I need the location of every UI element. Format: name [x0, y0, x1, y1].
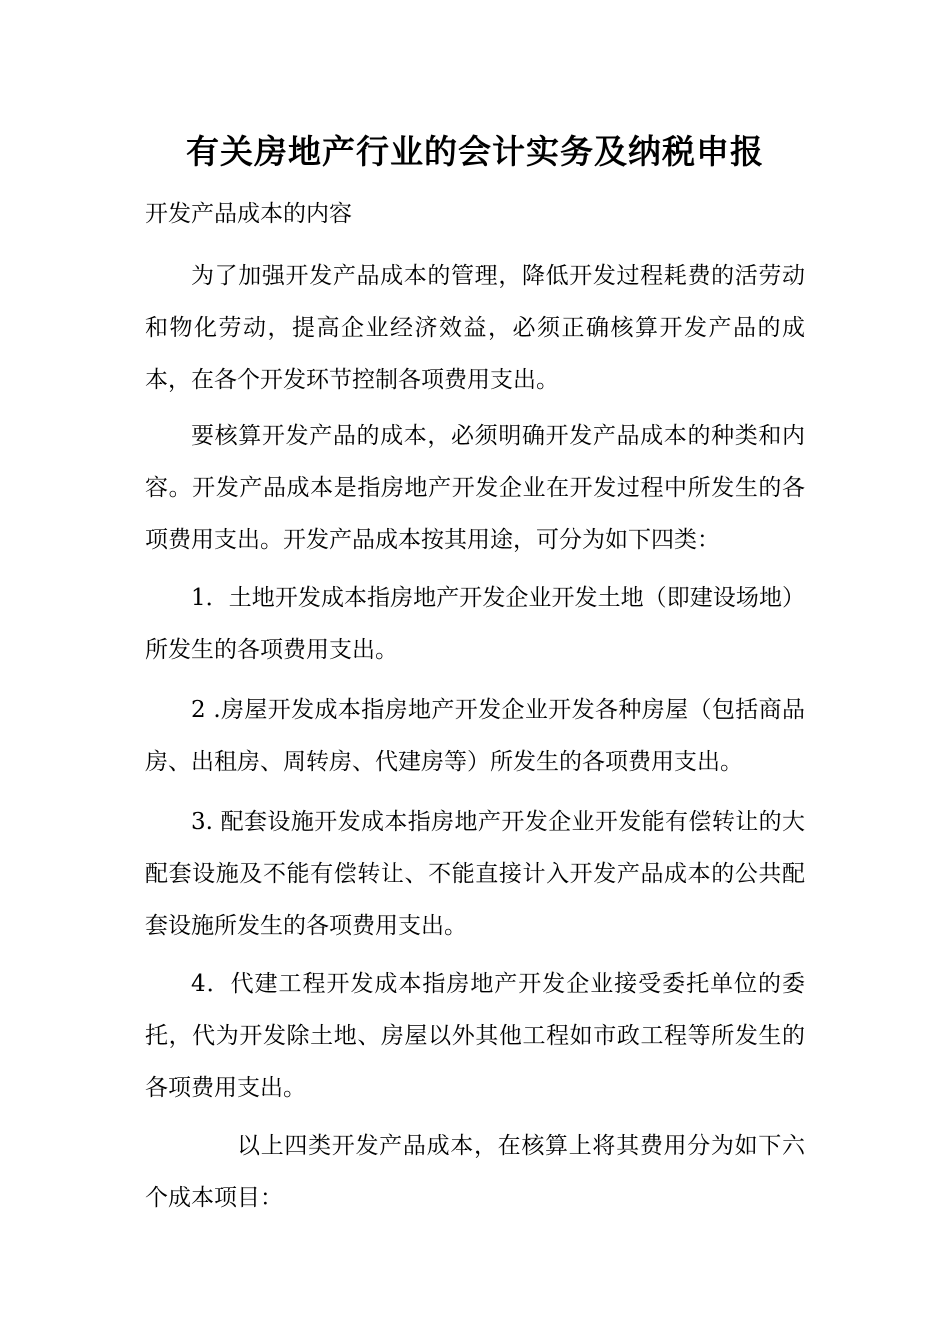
paragraph-item-3: 3. 配套设施开发成本指房地产开发企业开发能有偿转让的大配套设施及不能有偿转让、不能直接计入开发产品成本的公共配套设施所发生的各项费用支出。 [145, 809, 805, 939]
section-heading: 开发产品成本的内容 [145, 201, 352, 227]
paragraph-item-2: 2 .房屋开发成本指房地产开发企业开发各种房屋（包括商品房、出租房、周转房、代建房等）所发生的各项费用支出。 [145, 697, 805, 775]
document-title: 有关房地产行业的会计实务及纳税申报 [186, 132, 764, 171]
paragraph-item-1: 1．土地开发成本指房地产开发企业开发土地（即建设场地）所发生的各项费用支出。 [145, 585, 805, 663]
paragraph-categories: 要核算开发产品的成本，必须明确开发产品成本的种类和内容。开发产品成本是指房地产开发企业在开发过程中所发生的各项费用支出。开发产品成本按其用途，可分为如下四类： [145, 423, 805, 553]
paragraph-intro: 为了加强开发产品成本的管理，降低开发过程耗费的活劳动和物化劳动，提高企业经济效益，必须正确核算开发产品的成本，在各个开发环节控制各项费用支出。 [145, 263, 805, 393]
paragraph-cost-items: 以上四类开发产品成本，在核算上将其费用分为如下六个成本项目： [145, 1133, 805, 1211]
paragraph-item-4: 4．代建工程开发成本指房地产开发企业接受委托单位的委托，代为开发除土地、房屋以外其他工程如市政工程等所发生的各项费用支出。 [145, 971, 805, 1101]
